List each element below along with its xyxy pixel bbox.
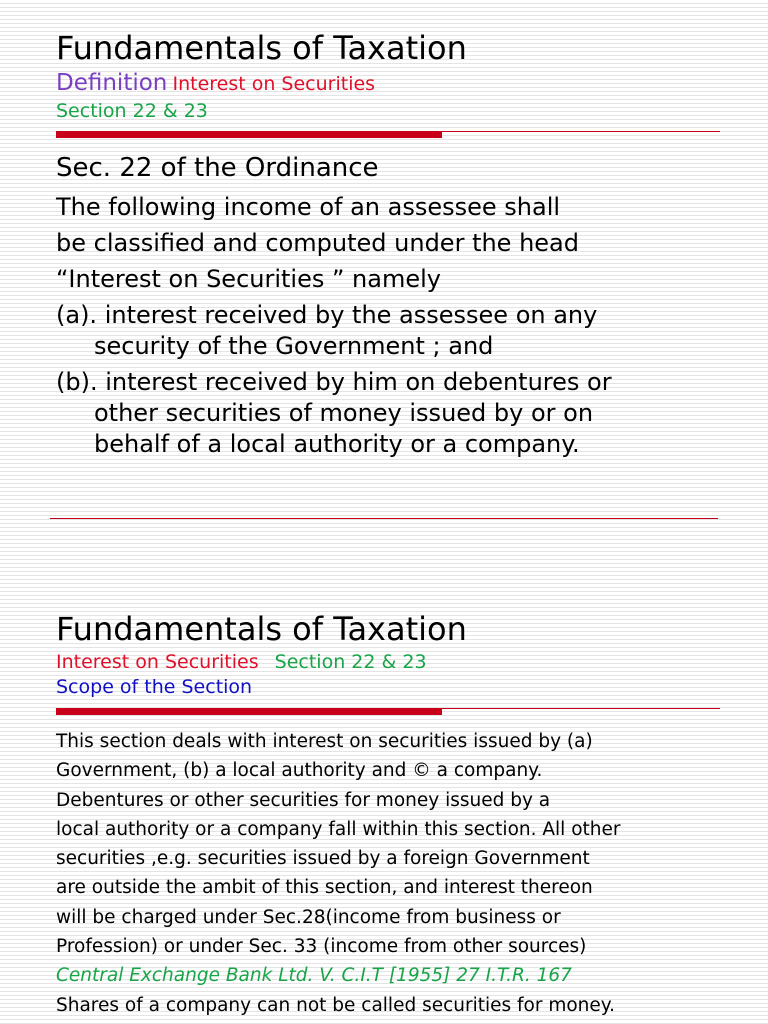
item-a-line: security of the Government ; and [94, 332, 494, 360]
body-line: are outside the ambit of this section, and interest thereon [56, 877, 593, 899]
section-label: Section 22 & 23 [56, 100, 208, 122]
intro-line: be classified and computed under the head [56, 229, 579, 257]
slide-2 [0, 583, 768, 1024]
list-item-a [56, 300, 696, 362]
slide-1-subtitle [56, 70, 375, 98]
case-citation: Central Exchange Bank Ltd. V. C.I.T [1955] 27 I.T.R. 167 [56, 965, 572, 987]
title-underline-thin [442, 708, 720, 709]
topic-label: Interest on Securities [56, 651, 259, 673]
title-underline-thin [442, 131, 720, 132]
item-b-line: behalf of a local authority or a company. [94, 430, 580, 458]
title-underline-thick [56, 708, 442, 715]
body-line: Debentures or other securities for money issued by a [56, 789, 551, 811]
section-label: Section 22 & 23 [274, 651, 427, 673]
body-line: will be charged under Sec.28(income from business or [56, 906, 561, 928]
slide-1-bottom-rule [50, 518, 718, 519]
body-line: Profession) or under Sec. 33 (income from other sources) [56, 936, 587, 958]
intro-line: The following income of an assessee shall [56, 193, 561, 221]
slide-2-body [56, 727, 756, 1020]
closing-line: Shares of a company can not be called securities for money. [56, 994, 615, 1016]
body-line: Government, (b) a local authority and © a company. [56, 760, 543, 782]
item-a-line: (a). interest received by the assessee on any [56, 301, 598, 329]
section-heading: Sec. 22 of the Ordinance [56, 153, 379, 183]
list-item-b [56, 367, 696, 460]
body-line: This section deals with interest on securities issued by (a) [56, 731, 593, 752]
topic-label: Interest on Securities [172, 73, 376, 95]
slide-2-title: Fundamentals of Taxation [56, 610, 467, 648]
scope-label: Scope of the Section [56, 676, 253, 698]
item-b-line: (b). interest received by him on debentures or [56, 368, 612, 396]
body-line: local authority or a company fall within this section. All other [56, 818, 621, 840]
slide-1-title: Fundamentals of Taxation [56, 29, 467, 67]
slide-1-body [56, 192, 696, 460]
body-line: securities ,e.g. securities issued by a foreign Government [56, 848, 590, 870]
title-underline-thick [56, 131, 442, 138]
item-b-line: other securities of money issued by or on [94, 399, 594, 427]
definition-label: Definition [56, 70, 168, 96]
slide-2-subtitle [56, 649, 427, 675]
intro-line: “Interest on Securities ” namely [56, 265, 441, 293]
